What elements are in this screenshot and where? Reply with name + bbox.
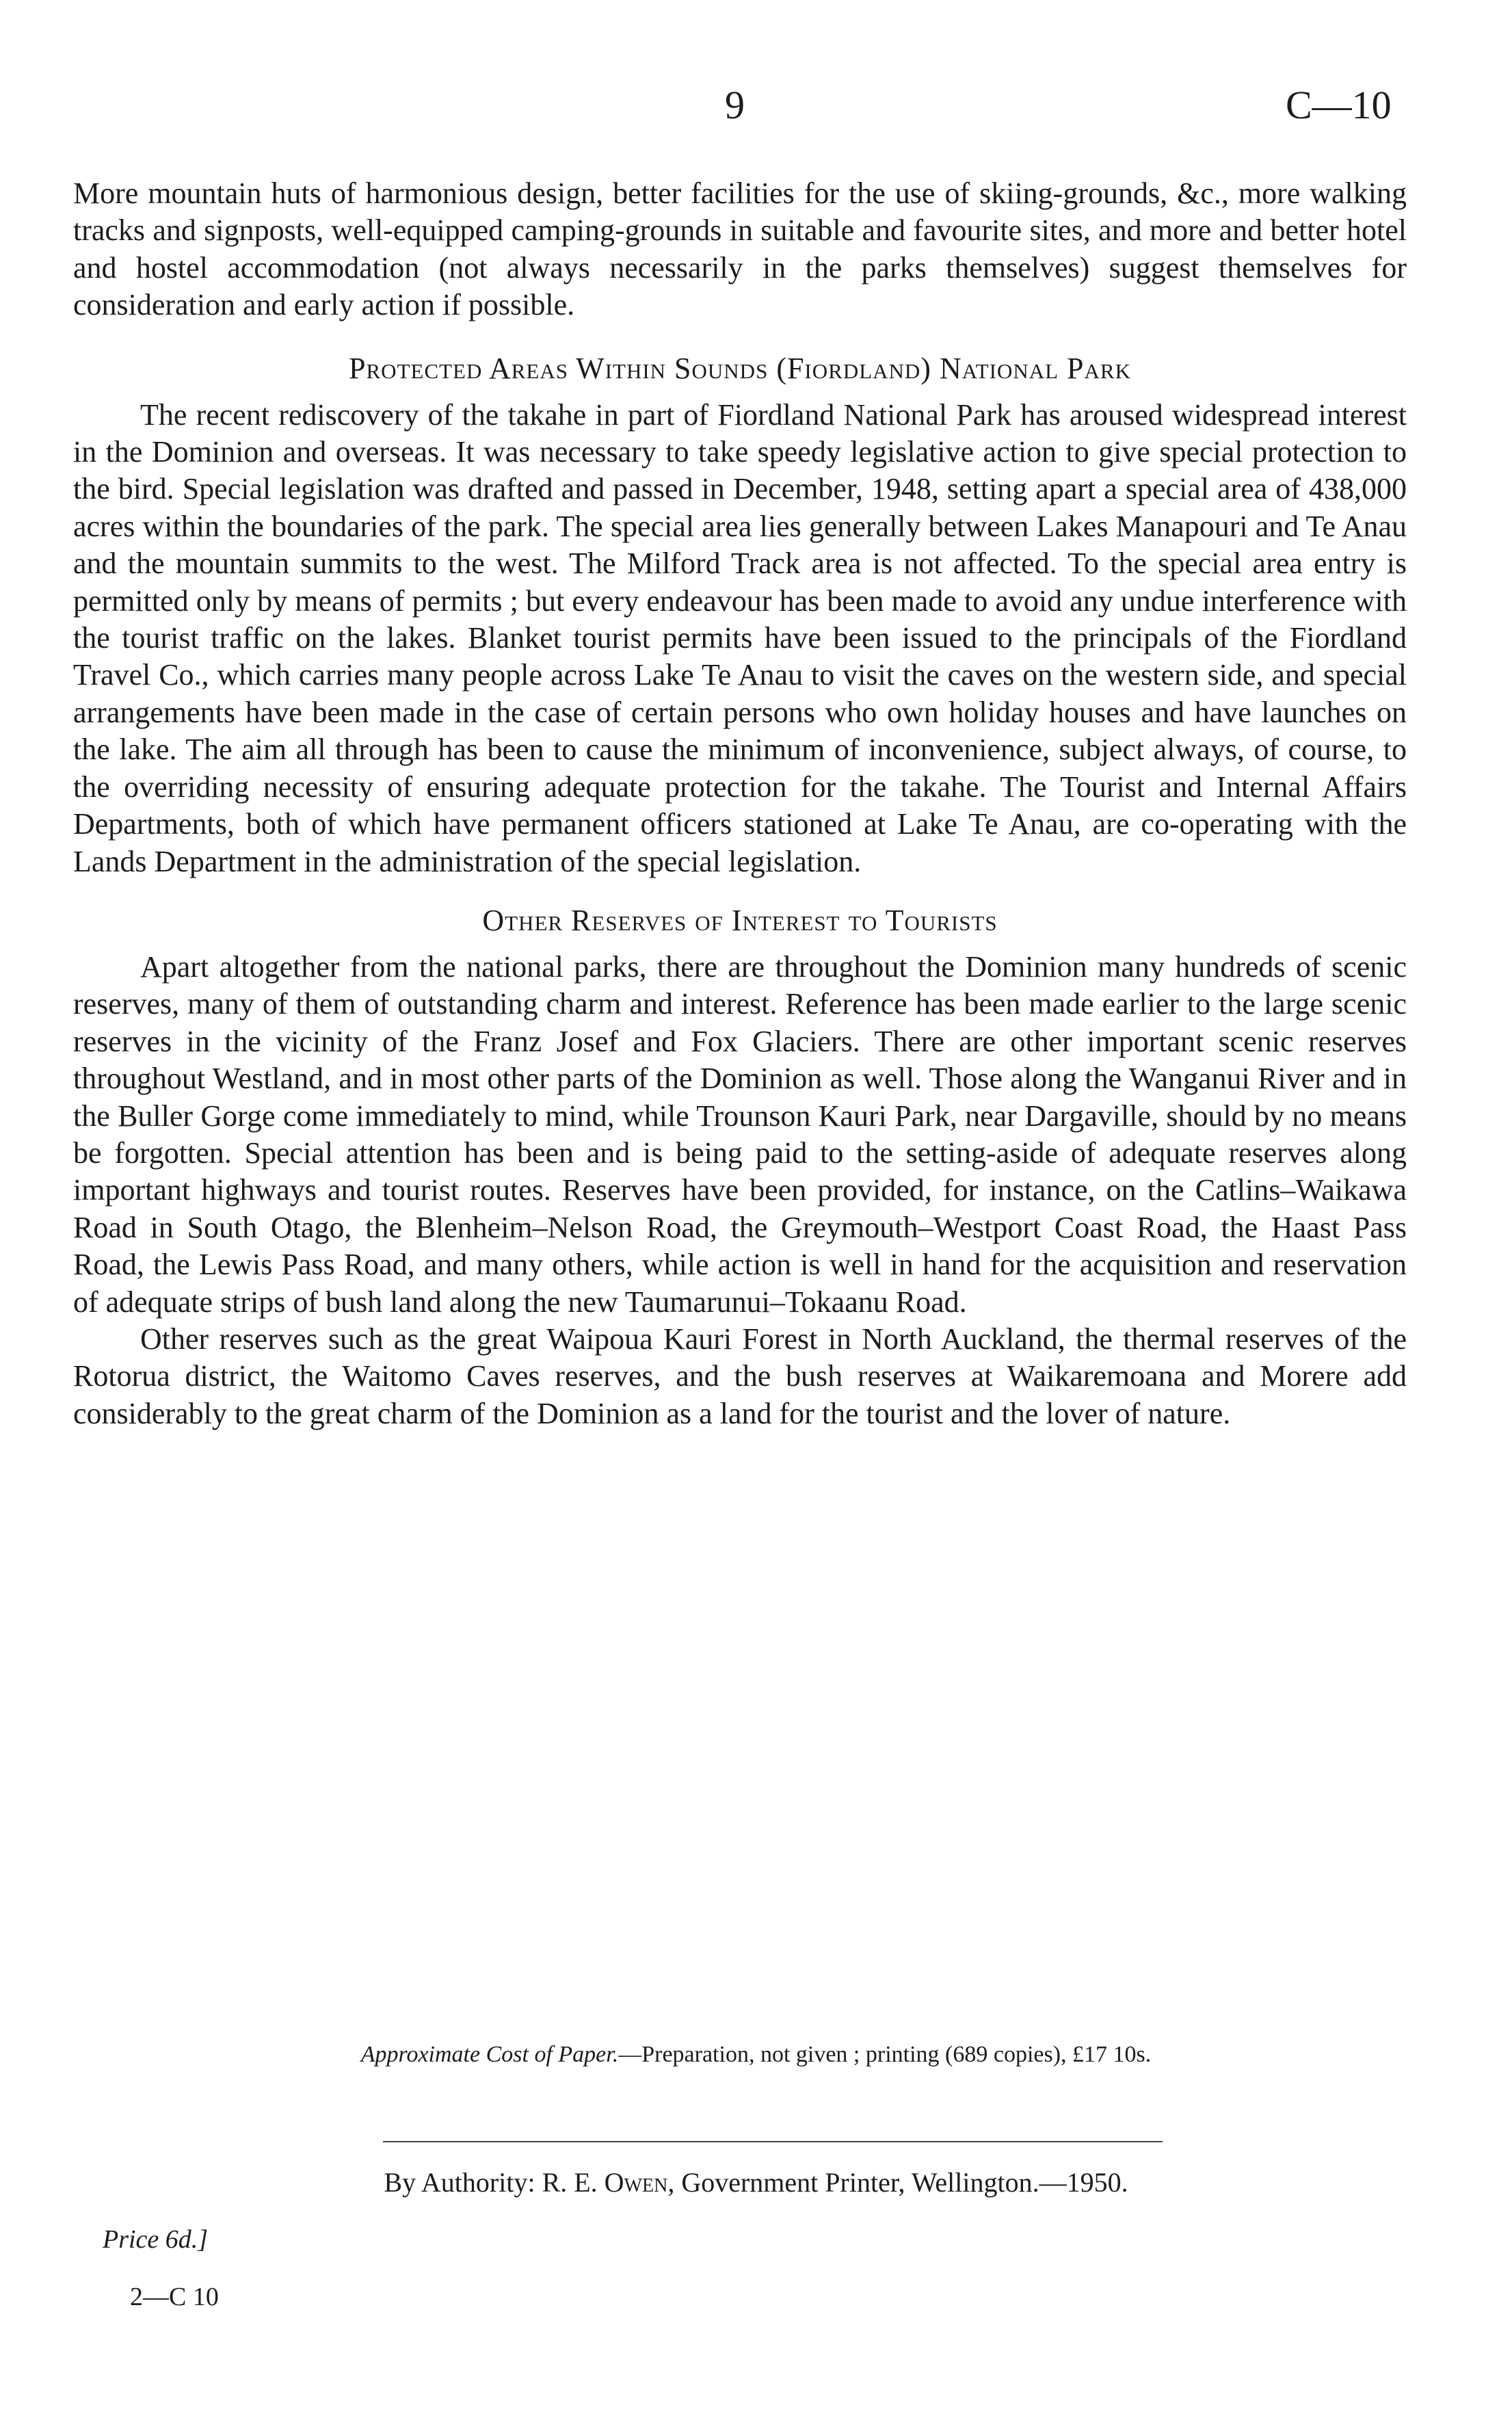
other-reserves-paragraph-1: Apart altogether from the national parks, there are throughout the Dominion many hundreds of scenic reserves, many of them of outstanding charm and interest. Reference has been made earlier to the large scenic reserves in the vicinity of the Franz Josef and Fox Glaciers. There are other important scenic reserves throughout Westland, and in most other parts of the Dominion as well. Those along the Wanganui River and in the Buller Gorge come immediately to mind, while Trounson Kauri Park, near Dargaville, should by no means be forgotten. Special attention has been and is being paid to the setting-aside of adequate reserves along important highways and tourist routes. Reserves have been provided, for instance, on the Catlins–Waikawa Road in South Otago, the Blenheim–Nelson Road, the Greymouth–Westport Coast Road, the Haast Pass Road, the Lewis Pass Road, and many others, while action is well in hand for the acquisition and reservation of adequate strips of bush land along the new Taumarunui–Tokaanu Road. (73, 949, 1407, 1319)
print-code: 2—C 10 (130, 2283, 219, 2311)
printer-authority-line (0, 2166, 1512, 2200)
fiordland-paragraph: The recent rediscovery of the takahe in part of Fiordland National Park has aroused widespread interest in the Dominion and overseas. It was necessary to take speedy legislative action to give special protection to the bird. Special legislation was drafted and passed in December, 1948, setting apart a special area of 438,000 acres within the boundaries of the park. The special area lies generally between Lakes Manapouri and Te Anau and the mountain summits to the west. The Milford Track area is not affected. To the special area entry is permitted only by means of permits ; but every endeavour has been made to avoid any undue interference with the tourist traffic on the lakes. Blanket tourist permits have been issued to the principals of the Fiordland Travel Co., which carries many people across Lake Te Anau to visit the caves on the western side, and special arrangements have been made in the case of certain persons who own holiday houses and have launches on the lake. The aim all through has been to cause the minimum of inconvenience, subject always, of course, to the overriding necessity of ensuring adequate protection for the takahe. The Tourist and Internal Affairs Departments, both of which have permanent officers stationed at Lake Te Anau, are co-operating with the Lands Department in the administration of the special legislation. (73, 397, 1407, 878)
printer-name: R. E. Owen, (542, 2167, 675, 2198)
cost-of-paper-detail: —Preparation, not given ; printing (689 copies), £17 10s. (618, 2042, 1152, 2067)
footer-divider (383, 2141, 1163, 2142)
section-heading-fiordland: Protected Areas Within Sounds (Fiordland) National Park (349, 351, 1131, 385)
intro-paragraph: More mountain huts of harmonious design, better facilities for the use of skiing-grounds, &c., more walking tracks and signposts, well-equipped camping-grounds in suitable and favourite sites, and more and better hotel and hostel accommodation (not always necessarily in the parks themselves) suggest themselves for consideration and early action if possible. (73, 176, 1407, 322)
cost-of-paper-line (0, 2040, 1512, 2070)
page-number: 9 (725, 83, 745, 127)
paper-code: C—10 (1286, 83, 1392, 127)
other-reserves-paragraph-2: Other reserves such as the great Waipoua Kauri Forest in North Auckland, the thermal reserves of the Rotorua district, the Waitomo Caves reserves, and the bush reserves at Waikaremoana and Morere add considerably to the great charm of the Dominion as a land for the tourist and the lover of nature. (73, 1322, 1407, 1430)
page-header (0, 82, 1512, 137)
section-heading-other-reserves: Other Reserves of Interest to Tourists (482, 903, 998, 937)
authority-suffix: Government Printer, Wellington.—1950. (681, 2167, 1128, 2198)
price-label: Price 6d.] (103, 2225, 209, 2254)
body-text (73, 175, 1407, 1432)
authority-prefix: By Authority: (384, 2167, 535, 2198)
cost-of-paper-label: Approximate Cost of Paper. (360, 2042, 619, 2067)
